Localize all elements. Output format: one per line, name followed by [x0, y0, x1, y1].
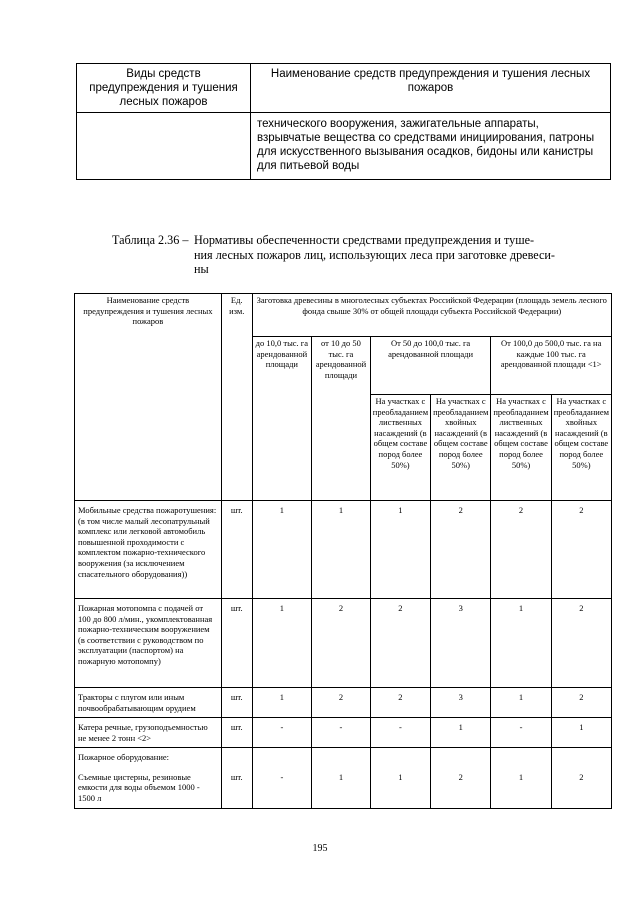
row-value: -	[312, 718, 371, 748]
header-d-coniferous: На участках с преобладанием хвойных насаждений (в общем составе пород более 50%)	[551, 395, 611, 501]
row-value: -	[491, 718, 551, 748]
row-value: 2	[551, 599, 611, 688]
row-value: 1	[370, 768, 430, 808]
row-value: 2	[431, 501, 491, 599]
header-name: Наименование средств предупреждения и тушения лесных пожаров	[75, 294, 222, 501]
header-row-1	[75, 294, 612, 337]
empty-cell	[431, 748, 491, 768]
empty-cell	[491, 748, 551, 768]
header-col-b: от 10 до 50 тыс. га арендованной площади	[312, 337, 371, 501]
row-value: 1	[370, 501, 430, 599]
continued-text: технического вооружения, зажигательные аппараты, взрывчатые вещества со средствами инициирования, патроны для искусственного вызывания осадков, бидоны или канистры для питьевой воды	[251, 113, 611, 180]
row-value: 1	[252, 688, 312, 718]
row-value: 3	[431, 599, 491, 688]
row-value: -	[252, 718, 312, 748]
row-value: 2	[551, 768, 611, 808]
table-row	[75, 768, 612, 808]
caption-line-1: Нормативы обеспеченности средствами предупреждения и туше-	[194, 233, 535, 247]
row-value: -	[252, 768, 312, 808]
table-row	[75, 501, 612, 599]
table-row	[75, 688, 612, 718]
continued-table-header	[77, 64, 611, 113]
page-number: 195	[312, 843, 328, 854]
row-value: 3	[431, 688, 491, 718]
table-caption	[112, 233, 602, 277]
header-group: Заготовка древесины в многолесных субъектах Российской Федерации (площадь земель лесного фонда свыше 30% от общей площади субъекта Российской Федерации)	[252, 294, 611, 337]
header-means-type: Виды средств предупреждения и тушения лесных пожаров	[77, 64, 251, 113]
row-value: 2	[370, 688, 430, 718]
header-unit: Ед. изм.	[221, 294, 252, 501]
row-unit: шт.	[221, 718, 252, 748]
header-c-deciduous: На участках с преобладанием лиственных насаждений (в общем составе пород более 50%)	[370, 395, 430, 501]
section-row	[75, 748, 612, 768]
header-d-deciduous: На участках с преобладанием лиственных насаждений (в общем составе пород более 50%)	[491, 395, 551, 501]
row-value: 2	[312, 599, 371, 688]
row-value: 2	[551, 501, 611, 599]
table-row	[75, 599, 612, 688]
row-value: 2	[312, 688, 371, 718]
row-value: -	[370, 718, 430, 748]
row-value: 1	[491, 599, 551, 688]
norms-table	[74, 293, 612, 809]
row-value: 1	[252, 599, 312, 688]
row-value: 2	[491, 501, 551, 599]
caption-line-2: ния лесных пожаров лиц, использующих леса при заготовке древеси-	[194, 247, 555, 262]
row-name: Пожарная мотопомпа с подачей от 100 до 800 л/мин., укомплектованная пожарно-техническим вооружением (в соответствии с руководством по эксплуатации (паспортом) на пожарную мотопомпу)	[75, 599, 222, 688]
row-unit: шт.	[221, 768, 252, 808]
row-value: 1	[551, 718, 611, 748]
row-value: 2	[431, 768, 491, 808]
caption-line-3: ны	[194, 262, 209, 276]
row-value: 1	[312, 768, 371, 808]
row-unit: шт.	[221, 599, 252, 688]
row-value: 1	[312, 501, 371, 599]
empty-cell	[370, 748, 430, 768]
continued-table-row	[77, 113, 611, 180]
row-value: 2	[551, 688, 611, 718]
caption-label: Таблица 2.36 –	[112, 233, 189, 247]
empty-cell	[77, 113, 251, 180]
empty-cell	[312, 748, 371, 768]
row-value: 1	[491, 688, 551, 718]
empty-cell	[252, 748, 312, 768]
row-unit: шт.	[221, 501, 252, 599]
row-value: 1	[431, 718, 491, 748]
header-col-c: От 50 до 100,0 тыс. га арендованной площади	[370, 337, 491, 395]
row-name: Тракторы с плугом или иным почвообрабатывающим орудием	[75, 688, 222, 718]
header-means-name: Наименование средств предупреждения и тушения лесных пожаров	[251, 64, 611, 113]
continued-table	[76, 63, 611, 180]
header-col-d: От 100,0 до 500,0 тыс. га на каждые 100 тыс. га арендованной площади <1>	[491, 337, 612, 395]
section-label: Пожарное оборудование:	[75, 748, 222, 768]
row-name: Мобильные средства пожаротушения: (в том числе малый лесопатрульный комплекс или легковой автомобиль повышенной проходимости с комплектом пожарно-технического вооружения (за исключением спасательного оборудования))	[75, 501, 222, 599]
table-row	[75, 718, 612, 748]
row-unit: шт.	[221, 688, 252, 718]
header-c-coniferous: На участках с преобладанием хвойных насаждений (в общем составе пород более 50%)	[431, 395, 491, 501]
empty-cell	[551, 748, 611, 768]
row-value: 1	[252, 501, 312, 599]
row-name: Съемные цистерны, резиновые емкости для воды объемом 1000 - 1500 л	[75, 768, 222, 808]
row-value: 2	[370, 599, 430, 688]
empty-cell	[221, 748, 252, 768]
row-value: 1	[491, 768, 551, 808]
row-name: Катера речные, грузоподъемностью не менее 2 тонн <2>	[75, 718, 222, 748]
header-col-a: до 10,0 тыс. га арендованной площади	[252, 337, 312, 501]
